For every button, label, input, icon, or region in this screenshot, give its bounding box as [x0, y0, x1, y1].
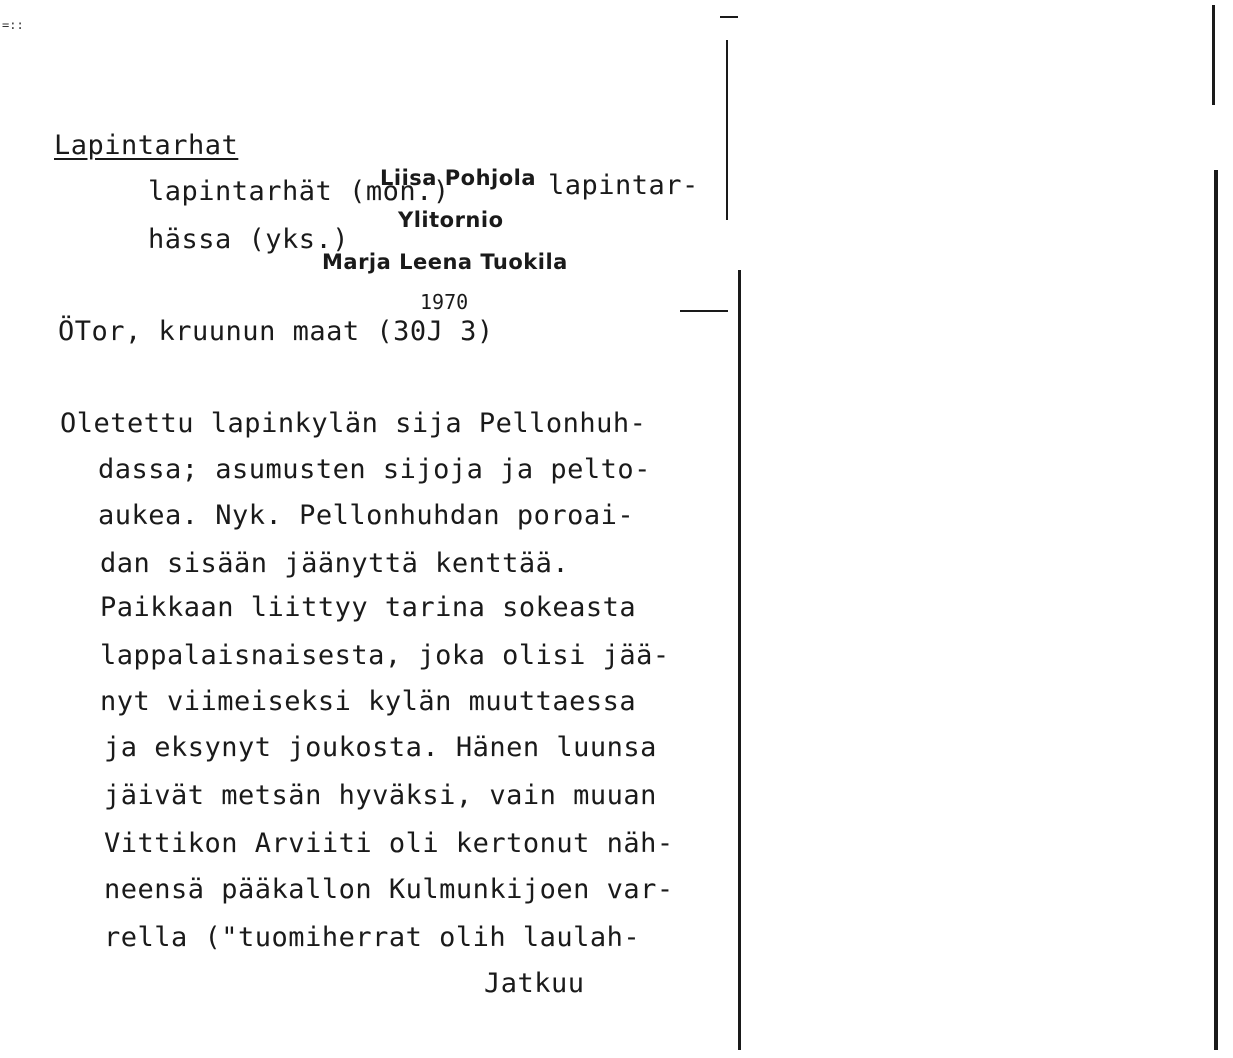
body-line: Vittikon Arviiti oli kertonut näh-: [104, 828, 674, 859]
right-edge-top: [1212, 5, 1215, 105]
year-label: 1970: [420, 290, 469, 314]
body-line: Paikkaan liittyy tarina sokeasta: [100, 592, 637, 623]
body-line: neensä pääkallon Kulmunkijoen var-: [104, 874, 674, 905]
entry-forms-line1a: lapintarhät (mon.): [148, 176, 450, 207]
place-stamp: Ylitornio: [398, 208, 504, 232]
body-line: jäivät metsän hyväksi, vain muuan: [104, 780, 657, 811]
body-line: rella ("tuomiherrat olih laulah-: [104, 922, 641, 953]
edge-line-lower: [738, 270, 741, 1050]
location-line: ÖTor, kruunun maat (30J 3): [58, 316, 494, 347]
collector-stamp: Liisa Pohjola: [380, 166, 537, 190]
edge-line-upper: [726, 40, 728, 220]
body-line: ja eksynyt joukosta. Hänen luunsa: [104, 732, 657, 763]
body-line: dassa; asumusten sijoja ja pelto-: [98, 454, 651, 485]
continuation-label: Jatkuu: [484, 968, 585, 999]
body-line: nyt viimeiseksi kylän muuttaessa: [100, 686, 637, 717]
body-line: Oletettu lapinkylän sija Pellonhuh-: [60, 408, 647, 439]
corner-mark: =::: [2, 18, 24, 32]
informant-stamp: Marja Leena Tuokila: [322, 250, 568, 274]
body-line: aukea. Nyk. Pellonhuhdan poroai-: [98, 500, 635, 531]
entry-forms-line2: hässa (yks.): [148, 224, 350, 255]
body-line: dan sisään jäänyttä kenttää.: [100, 548, 570, 579]
entry-forms-line1b: lapintar-: [548, 170, 699, 201]
right-edge-bottom: [1214, 170, 1218, 1050]
entry-heading: Lapintarhat: [54, 130, 239, 161]
tick-mark-mid: [680, 310, 728, 312]
tick-mark-top: [720, 16, 738, 18]
body-line: lappalaisnaisesta, joka olisi jää-: [100, 640, 670, 671]
